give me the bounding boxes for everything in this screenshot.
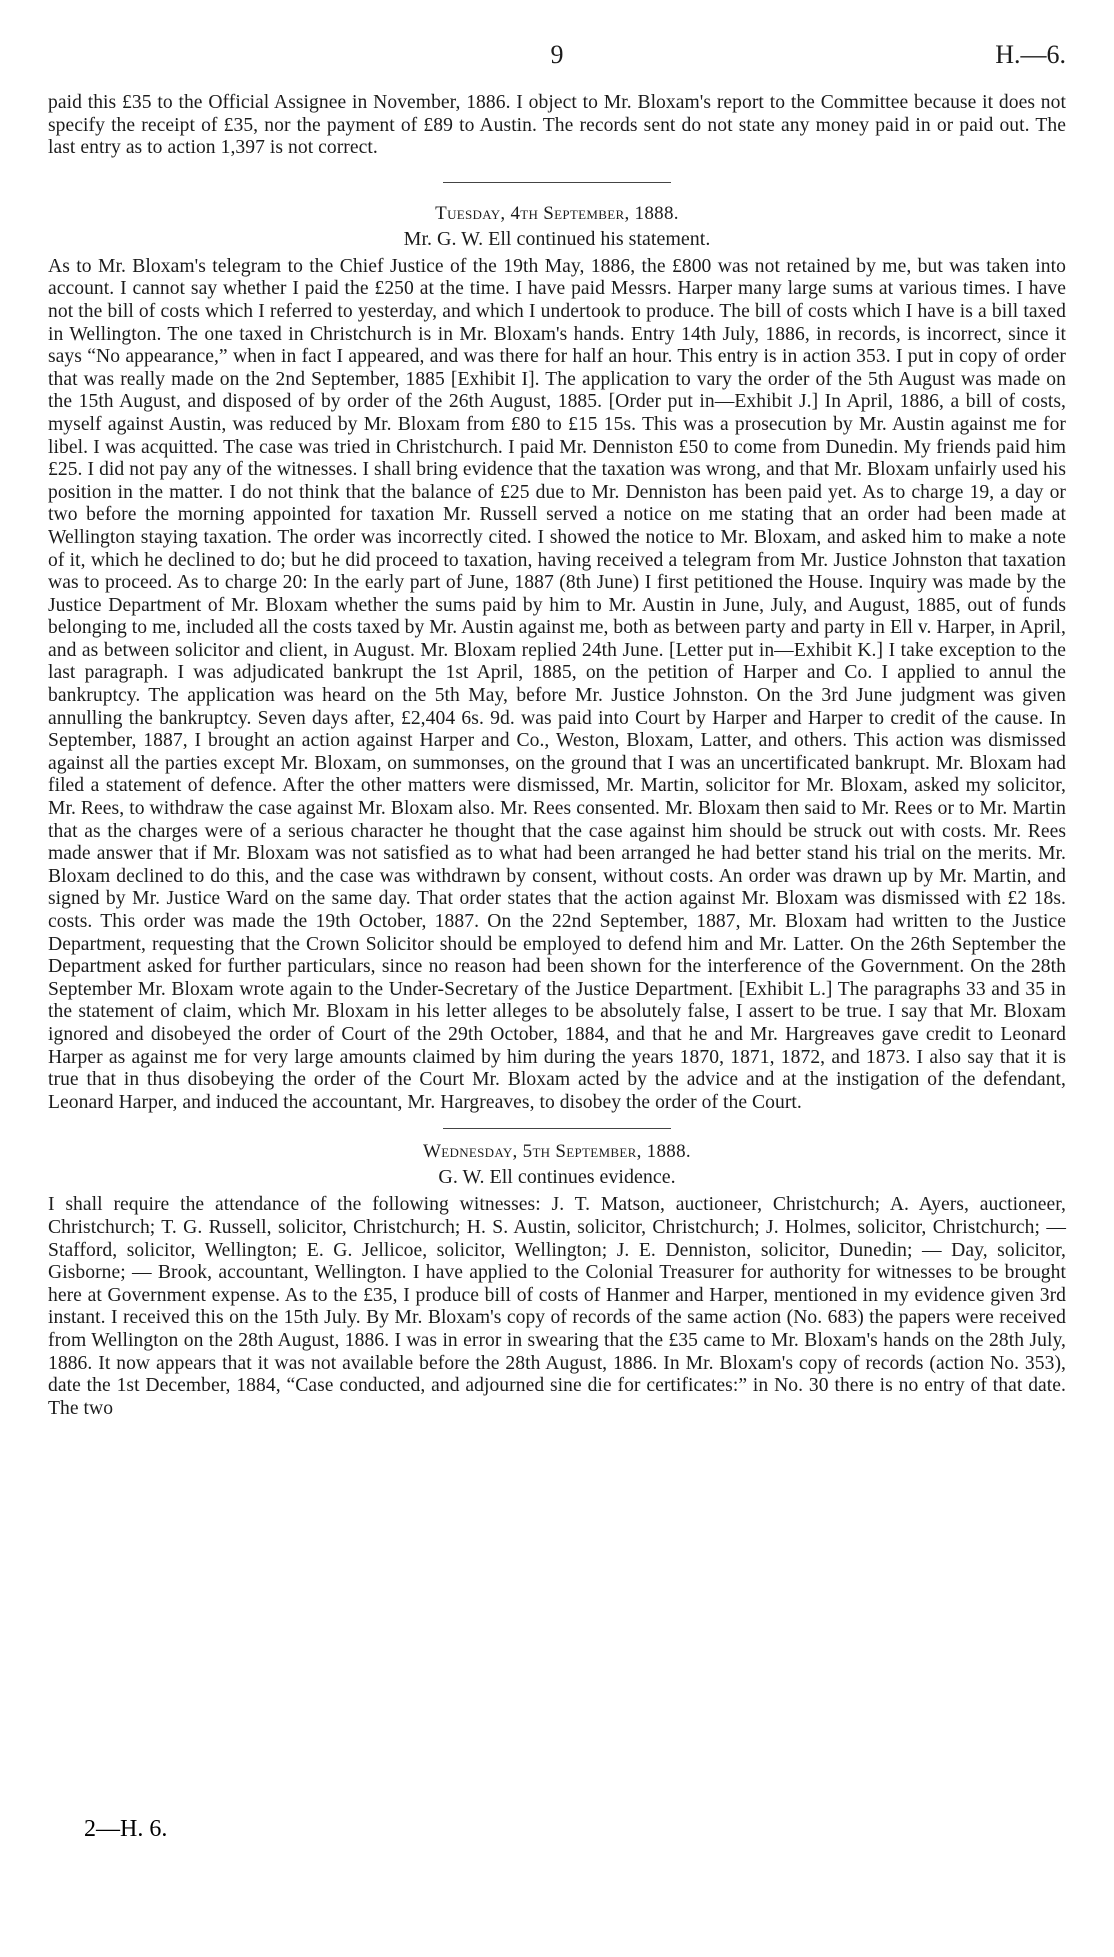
section-body: I shall require the attendance of the following witnesses: J. T. Matson, auctioneer, Christchurch; A. Ayers, auctioneer, Christchurch; T. G. Russell, solicitor, Christchurch; H. S. Austin, solicitor, Christchurch; J. Holmes, solicitor, Christchurch; — Stafford, solicitor, Wellington; E. G. Jellicoe, solicitor, Wellington; J. E. Denniston, solicitor, Dunedin; — Day, solicitor, Gisborne; — Brook, accountant, Wellington. I have applied to the Colonial Treasurer for authority for witnesses to be brought here at Government expense. As to the £35, I produce bill of costs of Hanmer and Harper, mentioned in my evidence given 3rd instant. I received this on the 15th July. By Mr. Bloxam's copy of records of the same action (No. 683) the papers were received from Wellington on the 28th August, 1886. I was in error in swearing that the £35 came to Mr. Bloxam's hands on the 28th July, 1886. It now appears that it was not available before the 28th August, 1886. In Mr. Bloxam's copy of records (action No. 353), date the 1st December, 1884, “Case conducted, and adjourned sine die for certificates:” in No. 30 there is no entry of that date. The two <box>48 1194 1066 1419</box>
section-body: As to Mr. Bloxam's telegram to the Chief Justice of the 19th May, 1886, the £800 was not retained by me, but was taken into account. I cannot say whether I paid the £250 at the time. I have paid Messrs. Harper many large sums at various times. I have not the bill of costs which I referred to yesterday, and which I undertook to produce. The bill of costs which I have is a bill taxed in Wellington. The one taxed in Christchurch is in Mr. Bloxam's hands. Entry 14th July, 1886, in records, is incorrect, since it says “No appearance,” when in fact I appeared, and was there for half an hour. This entry is in action 353. I put in copy of order that was really made on the 2nd September, 1885 [Exhibit I]. The application to vary the order of the 5th August was made on the 15th August, and disposed of by order of the 26th August, 1885. [Order put in—Exhibit J.] In April, 1886, a bill of costs, myself against Austin, was reduced by Mr. Bloxam from £80 to £15 15s. This was a prosecution by Mr. Austin against me for libel. I was acquitted. The case was tried in Christchurch. I paid Mr. Denniston £50 to come from Dunedin. My friends paid him £25. I did not pay any of the witnesses. I shall bring evidence that the taxation was wrong, and that Mr. Bloxam unfairly used his position in the matter. I do not think that the balance of £25 due to Mr. Denniston has been paid yet. As to charge 19, a day or two before the morning appointed for taxation Mr. Russell served a notice on me stating that an order had been made at Wellington staying taxation. The order was incorrectly cited. I showed the notice to Mr. Bloxam, and asked him to make a note of it, which he declined to do; but he did proceed to taxation, having received a telegram from Mr. Justice Johnston that taxation was to proceed. As to charge 20: In the early part of June, 1887 (8th June) I first petitioned the House. Inquiry was made by the Justice Department of Mr. Bloxam whether the sums paid by him to Mr. Austin in June, July, and August, 1885, out of funds belonging to me, included all the costs taxed by Mr. Austin against me, both as between party and party in Ell v. Harper, in April, and as between solicitor and client, in August. Mr. Bloxam replied 24th June. [Letter put in—Exhibit K.] I take exception to the last paragraph. I was adjudicated bankrupt the 1st April, 1885, on the petition of Harper and Co. I applied to annul the bankruptcy. The application was heard on the 5th May, before Mr. Justice Johnston. On the 3rd June judgment was given annulling the bankruptcy. Seven days after, £2,404 6s. 9d. was paid into Court by Harper and Harper to credit of the cause. In September, 1887, I brought an action against Harper and Co., Weston, Bloxam, Latter, and others. This action was dismissed against all the parties except Mr. Bloxam, on summonses, on the ground that I was an uncertificated bankrupt. Mr. Bloxam had filed a statement of defence. After the other matters were dismissed, Mr. Martin, solicitor for Mr. Bloxam, asked my solicitor, Mr. Rees, to withdraw the case against Mr. Bloxam also. Mr. Rees consented. Mr. Bloxam then said to Mr. Rees or to Mr. Martin that as the charges were of a serious character he thought that the case against him should be struck out with costs. Mr. Rees made answer that if Mr. Bloxam was not satisfied as to what had been arranged he had better stand his trial on the merits. Mr. Bloxam declined to do this, and the case was withdrawn by consent, without costs. An order was drawn up by Mr. Martin, and signed by Mr. Justice Ward on the same day. That order states that the action against Mr. Bloxam was dismissed with £2 18s. costs. This order was made the 19th October, 1887. On the 22nd September, 1887, Mr. Bloxam had written to the Justice Department, requesting that the Crown Solicitor should be employed to defend him and Mr. Latter. On the 26th September the Department asked for further particulars, since no reason had been shown for the interference of the Government. On the 28th September Mr. Bloxam wrote again to the Under-Secretary of the Justice Department. [Exhibit L.] The paragraphs 33 and 35 in the statement of claim, which Mr. Bloxam in his letter alleges to be absolutely false, I assert to be true. I say that Mr. Bloxam ignored and disobeyed the order of Court of the 29th October, 1884, and that he and Mr. Hargreaves gave credit to Leonard Harper as against me for very large amounts claimed by him during the years 1870, 1871, 1872, and 1873. I also say that it is true that in thus disobeying the order of the Court Mr. Bloxam acted by the advice and at the instigation of the defendant, Leonard Harper, and induced the accountant, Mr. Hargreaves, to disobey the order of the Court. <box>48 255 1066 1113</box>
intro-paragraph: paid this £35 to the Official Assignee in November, 1886. I object to Mr. Bloxam's report to the Committee because it does not specify the receipt of £35, nor the payment of £89 to Austin. The records sent do not state any money paid in or paid out. The last entry as to action 1,397 is not correct. <box>48 92 1066 159</box>
document-page <box>48 40 1066 1940</box>
section-wednesday <box>48 1141 1066 1420</box>
page-number: 9 <box>550 40 564 69</box>
section-sub-heading: G. W. Ell continues evidence. <box>438 1166 676 1189</box>
section-date-heading: Tuesday, 4th September, 1888. <box>435 202 679 224</box>
page-header <box>48 40 1066 92</box>
signature-mark: 2—H. 6. <box>84 1816 168 1842</box>
section-divider <box>443 1128 671 1129</box>
section-tuesday <box>48 203 1066 1115</box>
section-divider <box>443 182 671 183</box>
section-sub-heading: Mr. G. W. Ell continued his statement. <box>403 227 711 250</box>
document-reference: H.—6. <box>995 40 1066 69</box>
section-date-heading: Wednesday, 5th September, 1888. <box>423 1141 691 1163</box>
